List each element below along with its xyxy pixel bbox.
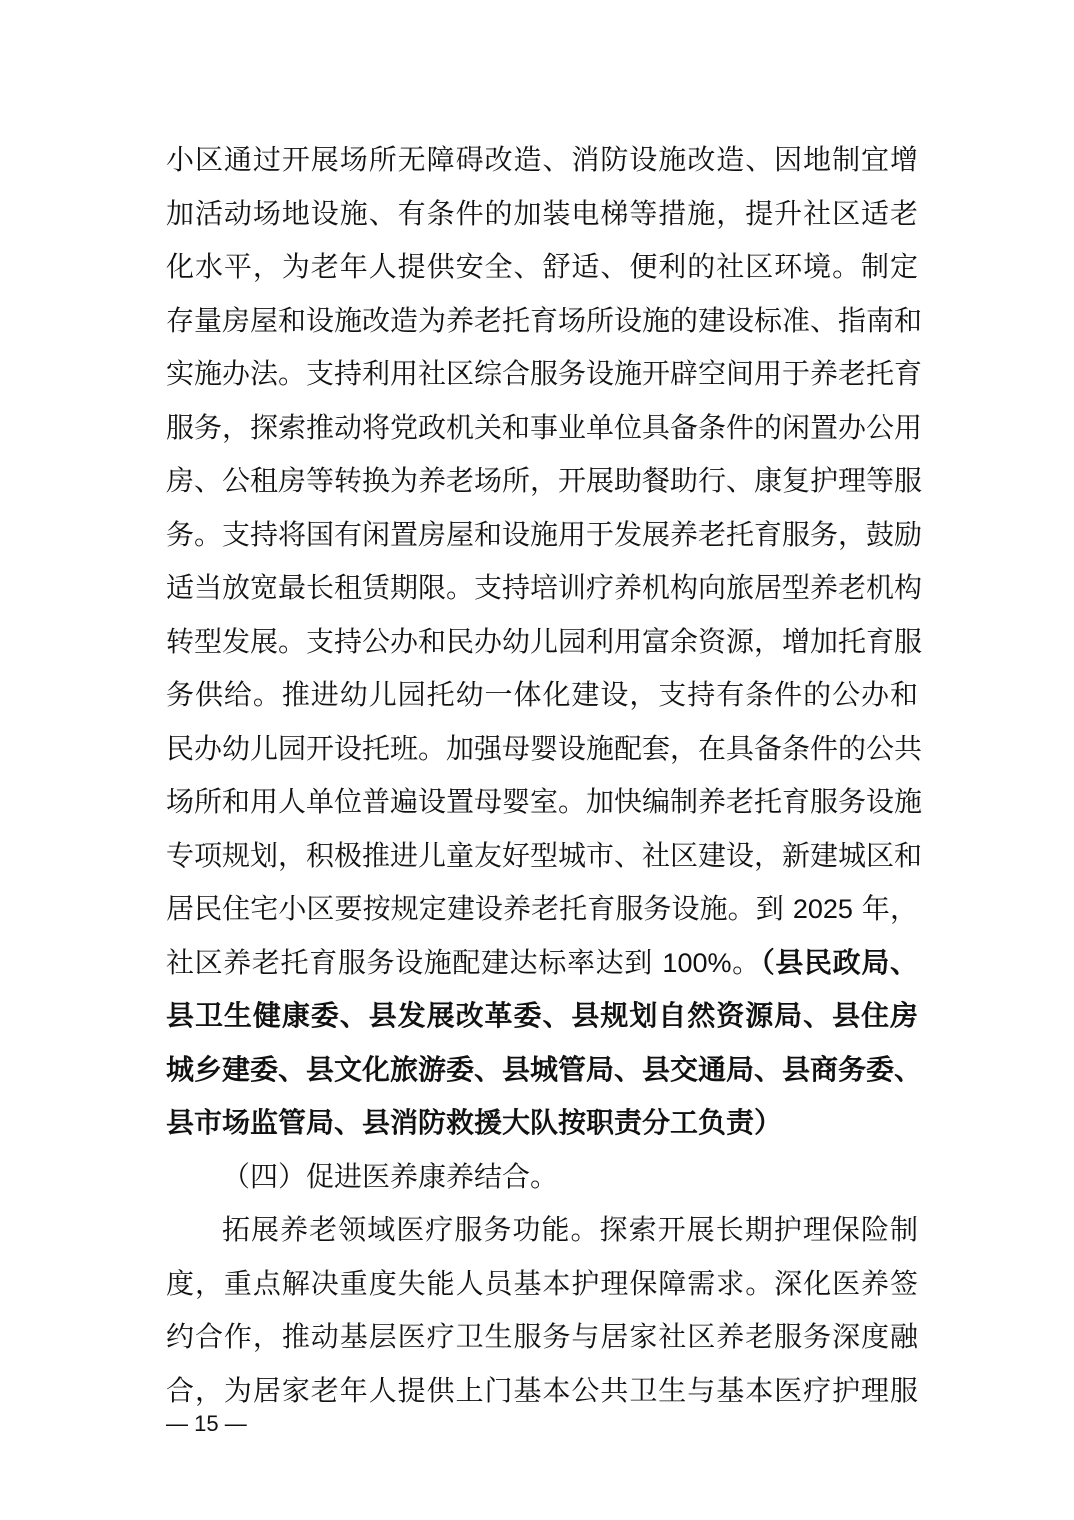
text-line: 房、公租房等转换为养老场所，开展助餐助行、康复护理等服 [166,464,923,497]
text-segment: 居民住宅小区要按规定建设养老托育服务设施。到 [166,892,784,925]
text-line: 务供给。推进幼儿园托幼一体化建设，支持有条件的公办和 [166,678,918,711]
text-line: 服务，探索推动将党政机关和事业单位具备条件的闲置办公用 [166,410,923,444]
text-segment: 社区养老托育服务设施配建达标率达到 [166,945,653,979]
text-line: 合，为居家老年人提供上门基本公共卫生与基本医疗护理服 [166,1373,918,1407]
text-line: 拓展养老领域医疗服务功能。探索开展长期护理保险制 [222,1213,918,1246]
text-segment: 。 [731,945,761,979]
document-body [166,133,923,1417]
text-line: 存量房屋和设施改造为养老托育场所设施的建设标准、指南和 [166,303,923,337]
text-line: 加活动场地设施、有条件的加装电梯等措施，提升社区适老 [166,196,918,230]
year-number: 2025 [792,894,853,924]
text-line: 化水平，为老年人提供安全、舒适、便利的社区环境。制定 [166,250,918,283]
text-line [166,882,918,936]
responsible-units-line: 县卫生健康委、县发展改革委、县规划自然资源局、县住房 [166,999,918,1032]
text-line: 民办幼儿园开设托班。加强母婴设施配套，在具备条件的公共 [166,731,923,765]
text-line [166,936,918,990]
text-line: 小区通过开展场所无障碍改造、消防设施改造、因地制宜增 [166,143,918,176]
responsible-units-line: 县市场监管局、县消防救援大队按职责分工负责） [166,1106,783,1139]
text-line: 转型发展。支持公办和民办幼儿园利用富余资源，增加托育服 [166,624,923,658]
percentage-number: 100% [662,947,732,978]
text-line: 实施办法。支持利用社区综合服务设施开辟空间用于养老托育 [166,357,923,390]
page-number: — 15 — [166,1411,247,1436]
text-line: 场所和用人单位普遍设置母婴室。加快编制养老托育服务设施 [166,785,923,818]
responsible-units-start: （县民政局、 [760,945,918,979]
text-segment: 年， [861,892,918,925]
responsible-units-line: 城乡建委、县文化旅游委、县城管局、县交通局、县商务委、 [166,1052,923,1086]
text-line: 务。支持将国有闲置房屋和设施用于发展养老托育服务，鼓励 [166,517,923,551]
text-line: 约合作，推动基层医疗卫生服务与居家社区养老服务深度融 [166,1320,918,1353]
text-line: 度，重点解决重度失能人员基本护理保障需求。深化医养签 [166,1266,918,1300]
text-line: 专项规划，积极推进儿童友好型城市、社区建设，新建城区和 [166,838,923,872]
text-line: 适当放宽最长租赁期限。支持培训疗养机构向旅居型养老机构 [166,571,923,604]
section-heading: （四）促进医养康养结合。 [222,1159,559,1193]
